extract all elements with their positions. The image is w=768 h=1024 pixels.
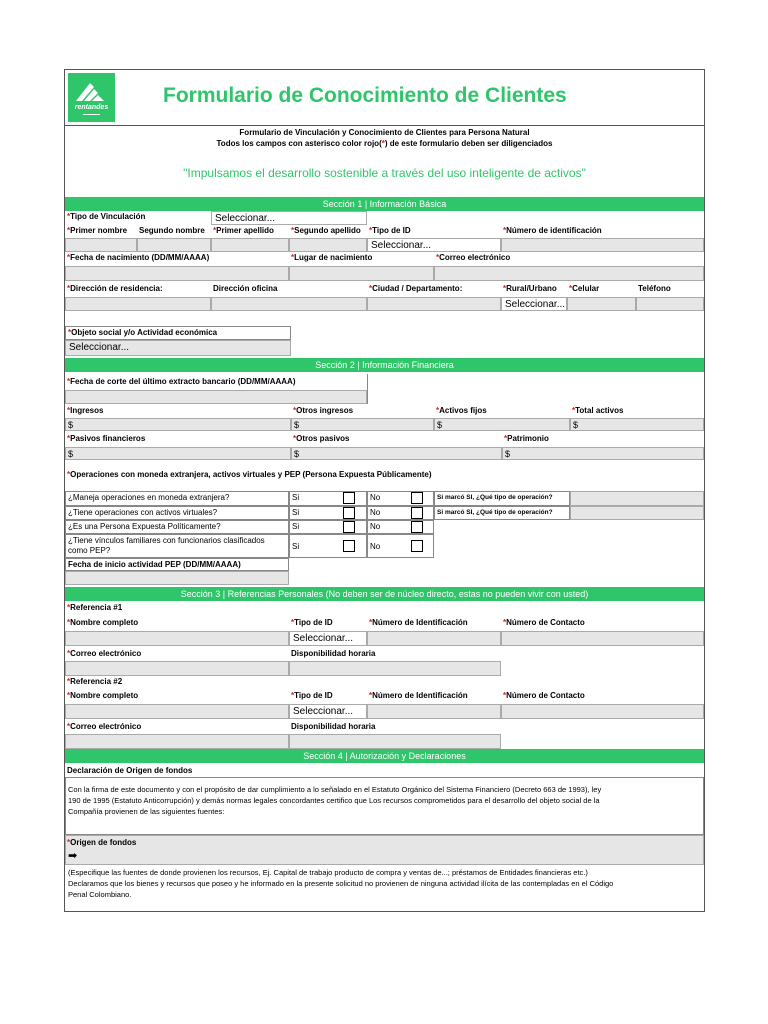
ingresos-field[interactable]: $ <box>65 418 291 431</box>
no-label: No <box>367 520 434 534</box>
label-ref2-numero-id: *Número de Identificación <box>369 691 468 700</box>
label-numero-id: *Número de identificación <box>503 226 602 235</box>
label-segundo-apellido: *Segundo apellido <box>291 226 361 235</box>
patrimonio-field[interactable]: $ <box>502 447 704 460</box>
declaracion-text: Con la firma de este documento y con el propósito de dar cumplimiento a lo señalado en el Estatuto Orgánico del Sistema Financiero (Decreto 663 de 1993), ley 190 de 1995 (Estatuto Anticorrupción) y demás normas legales concordantes certifico que Los recursos comprometidos para el desarrollo del objeto social de la Compañía provienen de las siguientes fuentes: <box>68 785 602 816</box>
q1-si-checkbox[interactable] <box>343 492 355 504</box>
label-telefono: Teléfono <box>638 284 671 293</box>
ref1-tipo-id-select[interactable]: Seleccionar... <box>289 631 367 646</box>
no-label: No <box>367 491 434 506</box>
si-marco-label: Si marcó SI, ¿Qué tipo de operación? <box>434 491 570 506</box>
label-direccion-residencia: *Dirección de residencia: <box>67 284 163 293</box>
label-referencia-1: *Referencia #1 <box>67 603 123 612</box>
question-pep: ¿Es una Persona Expuesta Políticamente? <box>65 520 289 534</box>
page-title: Formulario de Conocimiento de Clientes <box>163 84 567 107</box>
section1-header: Sección 1 | Información Básica <box>65 197 704 211</box>
fecha-pep-field[interactable] <box>65 571 289 585</box>
logo-text: rentandes <box>74 104 109 111</box>
lugar-nacimiento-field[interactable] <box>289 266 434 281</box>
section4-header: Sección 4 | Autorización y Declaraciones <box>65 749 704 763</box>
ciudad-field[interactable] <box>367 297 501 311</box>
no-label: No <box>367 506 434 520</box>
ref1-disponibilidad-field[interactable] <box>289 661 501 676</box>
objeto-social-select[interactable]: Seleccionar... <box>65 340 291 356</box>
label-objeto-social: *Objeto social y/o Actividad económica <box>65 326 291 340</box>
fecha-corte-field[interactable] <box>65 390 367 404</box>
label-patrimonio: *Patrimonio <box>504 434 549 443</box>
ref1-numero-id-field[interactable] <box>367 631 501 646</box>
si-label: Si <box>289 520 367 534</box>
label-ref2-correo: *Correo electrónico <box>67 722 142 731</box>
label-primer-apellido: *Primer apellido <box>213 226 274 235</box>
label-ref2-disponibilidad: Disponibilidad horaria <box>291 722 376 731</box>
label-fecha-pep: Fecha de inicio actividad PEP (DD/MM/AAAA) <box>65 558 289 571</box>
logo-mark-icon <box>68 77 115 107</box>
label-operaciones: *Operaciones con moneda extranjera, activos virtuales y PEP (Persona Expuesta Públicamente) <box>67 470 432 479</box>
label-lugar-nacimiento: *Lugar de nacimiento <box>291 253 373 262</box>
ref2-correo-field[interactable] <box>65 734 289 749</box>
q2-tipo-operacion-field[interactable] <box>570 506 704 520</box>
declaracion-title: Declaración de Origen de fondos <box>67 766 193 775</box>
label-fecha-corte: *Fecha de corte del último extracto bancario (DD/MM/AAAA) <box>67 377 296 386</box>
activos-fijos-field[interactable]: $ <box>434 418 570 431</box>
numero-id-field[interactable] <box>501 238 704 252</box>
label-segundo-nombre: Segundo nombre <box>139 226 205 235</box>
q1-no-checkbox[interactable] <box>411 492 423 504</box>
label-otros-ingresos: *Otros ingresos <box>293 406 354 415</box>
ref2-nombre-field[interactable] <box>65 704 289 719</box>
logo <box>68 73 115 122</box>
q2-no-checkbox[interactable] <box>411 507 423 519</box>
q4-si-checkbox[interactable] <box>343 540 355 552</box>
label-ref1-correo: *Correo electrónico <box>67 649 142 658</box>
slogan: "Impulsamos el desarrollo sostenible a través del uso inteligente de activos" <box>183 166 586 180</box>
otros-pasivos-field[interactable]: $ <box>291 447 502 460</box>
si-label: Si <box>289 534 367 558</box>
label-ref2-nombre: *Nombre completo <box>67 691 139 700</box>
direccion-oficina-field[interactable] <box>211 297 367 311</box>
si-label: Si <box>289 506 367 520</box>
tipo-id-select[interactable]: Seleccionar... <box>367 238 501 252</box>
label-otros-pasivos: *Otros pasivos <box>293 434 350 443</box>
si-marco-label: Si marcó SI, ¿Qué tipo de operación? <box>434 506 570 520</box>
label-rural: *Rural/Urbano <box>503 284 557 293</box>
segundo-apellido-field[interactable] <box>289 238 367 252</box>
q4-no-checkbox[interactable] <box>411 540 423 552</box>
q3-si-checkbox[interactable] <box>343 521 355 533</box>
no-label: No <box>367 534 434 558</box>
ref1-nombre-field[interactable] <box>65 631 289 646</box>
label-correo: *Correo electrónico <box>436 253 511 262</box>
ref1-correo-field[interactable] <box>65 661 289 676</box>
question-vinculos-pep: ¿Tiene vínculos familiares con funcionarios clasificados como PEP? <box>65 534 289 558</box>
primer-nombre-field[interactable] <box>65 238 137 252</box>
ref2-tipo-id-select[interactable]: Seleccionar... <box>289 704 367 719</box>
question-moneda-extranjera: ¿Maneja operaciones en moneda extranjera? <box>65 491 289 506</box>
label-direccion-oficina: Dirección oficina <box>213 284 278 293</box>
label-ref2-contacto: *Número de Contacto <box>503 691 585 700</box>
segundo-nombre-field[interactable] <box>137 238 211 252</box>
required-note: Todos los campos con asterisco color rojo(*) de este formulario deben ser diligenciados <box>216 139 553 148</box>
label-ref1-tipo-id: *Tipo de ID <box>291 618 333 627</box>
label-pasivos-financieros: *Pasivos financieros <box>67 434 146 443</box>
ref2-numero-id-field[interactable] <box>367 704 501 719</box>
correo-field[interactable] <box>434 266 704 281</box>
label-origen-fondos: *Origen de fondos <box>67 838 137 847</box>
label-referencia-2: *Referencia #2 <box>67 677 123 686</box>
label-tipo-vinculacion: *Tipo de Vinculación <box>67 212 146 221</box>
label-total-activos: *Total activos <box>572 406 624 415</box>
arrow-right-icon: ➡ <box>68 850 78 862</box>
otros-ingresos-field[interactable]: $ <box>291 418 434 431</box>
ref2-disponibilidad-field[interactable] <box>289 734 501 749</box>
especifique-text: (Especifique las fuentes de donde provienen los recursos, Ej. Capital de trabajo producto de compra y ventas de...; préstamos de Entidades financieras etc.) Declaramos que los bienes y recursos que poseo y he informado en la presente solicitud no provienen de ninguna actividad ilícita de las contempladas en el Código Penal Colombiano. <box>68 868 614 899</box>
fecha-nacimiento-field[interactable] <box>65 266 289 281</box>
label-ciudad: *Ciudad / Departamento: <box>369 284 463 293</box>
label-ref1-nombre: *Nombre completo <box>67 618 139 627</box>
pasivos-financieros-field[interactable]: $ <box>65 447 291 460</box>
tipo-vinculacion-select[interactable]: Seleccionar... <box>211 211 367 225</box>
direccion-residencia-field[interactable] <box>65 297 211 311</box>
section3-header: Sección 3 | Referencias Personales (No deben ser de núcleo directo, estas no pueden vivir con usted) <box>65 587 704 601</box>
q3-no-checkbox[interactable] <box>411 521 423 533</box>
label-fecha-nacimiento: *Fecha de nacimiento (DD/MM/AAAA) <box>67 253 210 262</box>
si-label: Si <box>289 491 367 506</box>
q1-tipo-operacion-field[interactable] <box>570 491 704 506</box>
label-tipo-id: *Tipo de ID <box>369 226 411 235</box>
label-ref1-numero-id: *Número de Identificación <box>369 618 468 627</box>
q2-si-checkbox[interactable] <box>343 507 355 519</box>
celular-field[interactable] <box>567 297 636 311</box>
label-activos-fijos: *Activos fijos <box>436 406 487 415</box>
label-ref1-contacto: *Número de Contacto <box>503 618 585 627</box>
question-activos-virtuales: ¿Tiene operaciones con activos virtuales? <box>65 506 289 520</box>
client-form <box>64 69 705 912</box>
label-ref2-tipo-id: *Tipo de ID <box>291 691 333 700</box>
telefono-field[interactable] <box>636 297 704 311</box>
ref2-contacto-field[interactable] <box>501 704 704 719</box>
label-ingresos: *Ingresos <box>67 406 104 415</box>
section2-header: Sección 2 | Información Financiera <box>65 358 704 372</box>
form-subtitle: Formulario de Vinculación y Conocimiento de Clientes para Persona Natural <box>239 128 530 137</box>
total-activos-field[interactable]: $ <box>570 418 704 431</box>
rural-urbano-select[interactable]: Seleccionar... <box>501 297 567 311</box>
label-ref1-disponibilidad: Disponibilidad horaria <box>291 649 376 658</box>
primer-apellido-field[interactable] <box>211 238 289 252</box>
label-celular: *Celular <box>569 284 600 293</box>
ref1-contacto-field[interactable] <box>501 631 704 646</box>
label-primer-nombre: *Primer nombre <box>67 226 128 235</box>
